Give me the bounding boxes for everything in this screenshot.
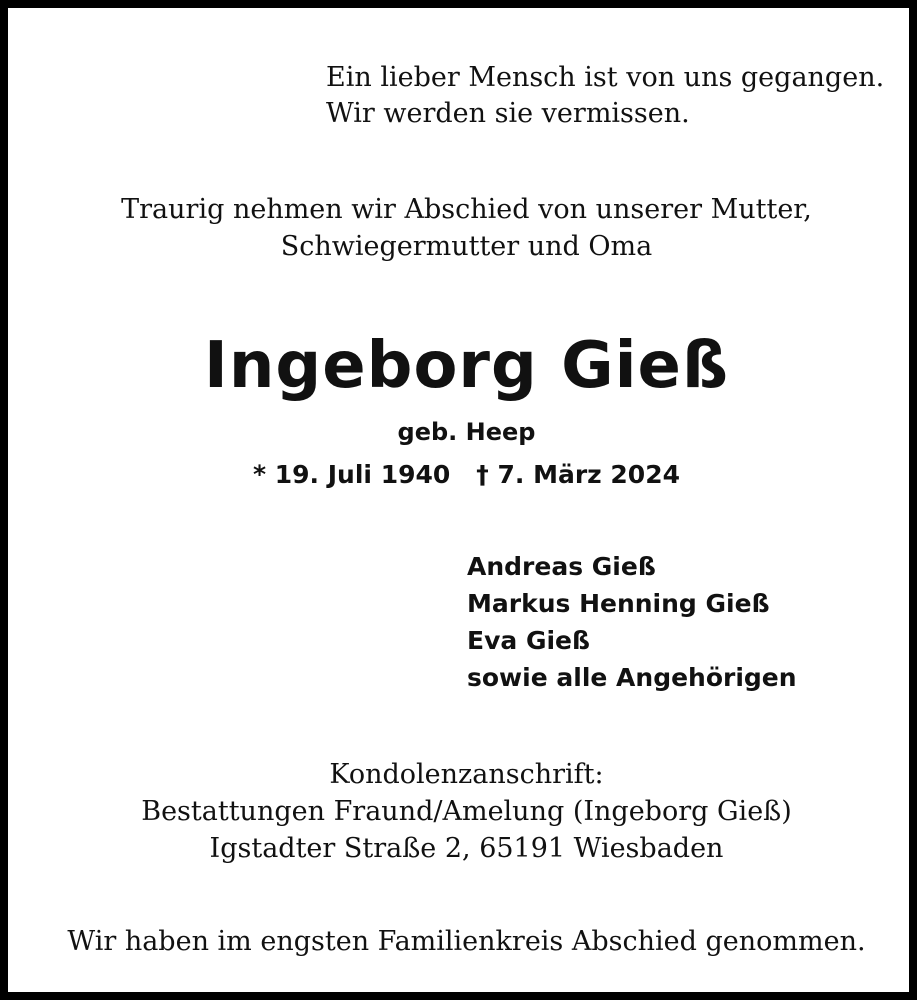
mourner-item: Eva Gieß [467, 626, 590, 655]
closing-note: Wir haben im engsten Familienkreis Abschied genommen. [67, 926, 866, 957]
mourner-item: Markus Henning Gieß [467, 589, 770, 618]
intro-line-2: Schwiegermutter und Oma [280, 231, 653, 262]
condolence-line-1: Bestattungen Fraund/Amelung (Ingeborg Gieß) [141, 796, 792, 827]
condolence-line-2: Igstadter Straße 2, 65191 Wiesbaden [209, 833, 724, 864]
motto-line-1: Ein lieber Mensch ist von uns gegangen. [326, 62, 885, 93]
mourner-item: Andreas Gieß [467, 552, 656, 581]
birth-name: geb. Heep [397, 418, 536, 446]
motto [326, 60, 884, 132]
deceased-name: Ingeborg Gieß [204, 329, 729, 403]
mourner-item: sowie alle Angehörigen [467, 663, 797, 692]
intro-text [8, 191, 917, 265]
mourners-list [467, 548, 797, 696]
birth-date: * 19. Juli 1940 [252, 460, 451, 489]
motto-line-2: Wir werden sie vermissen. [326, 98, 690, 129]
condolence-address [8, 756, 917, 867]
intro-line-1: Traurig nehmen wir Abschied von unserer Mutter, [121, 194, 812, 225]
life-dates [8, 458, 917, 492]
death-date: † 7. März 2024 [476, 460, 680, 489]
condolence-label: Kondolenzanschrift: [329, 759, 604, 790]
